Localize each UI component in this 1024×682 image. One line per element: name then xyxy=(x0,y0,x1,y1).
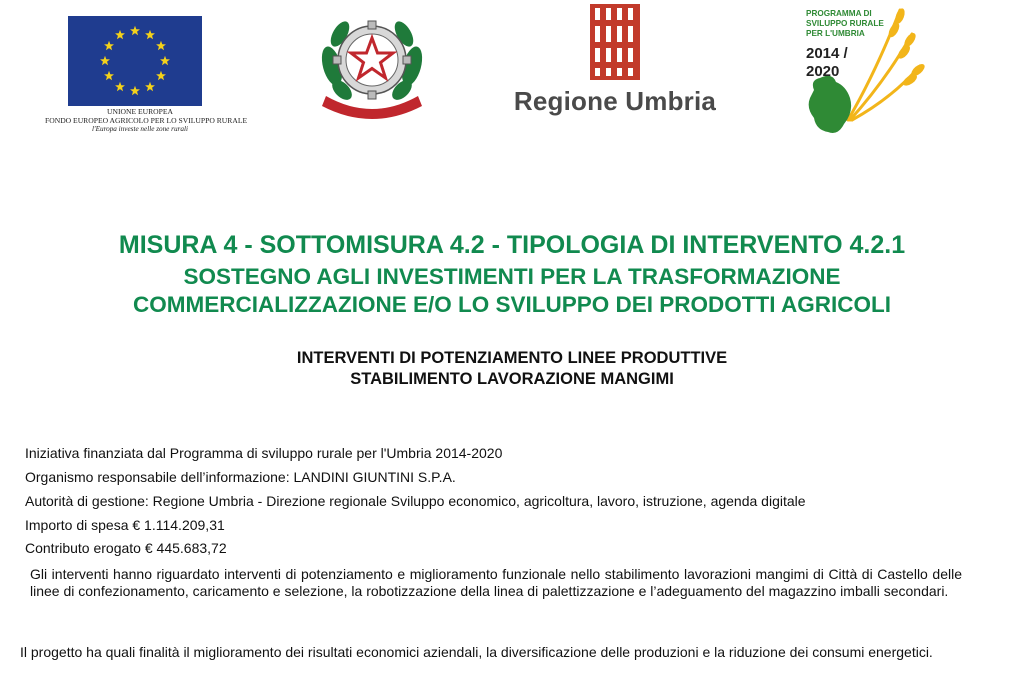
umbria-wordmark: Regione Umbria xyxy=(513,86,717,116)
eu-flag-icon xyxy=(68,16,202,106)
repubblica-italiana-emblem xyxy=(318,4,426,120)
info-iniziativa: Iniziativa finanziata dal Programma di sviluppo rurale per l'Umbria 2014-2020 xyxy=(25,445,503,461)
eu-caption-line2: FONDO EUROPEO AGRICOLO PER LO SVILUPPO RURALE xyxy=(45,116,248,125)
title-sostegno: SOSTEGNO AGLI INVESTIMENTI PER LA TRASFORMAZIONE xyxy=(183,264,841,289)
subtitle-interventi: INTERVENTI DI POTENZIAMENTO LINEE PRODUTTIVE xyxy=(296,349,728,367)
eu-caption-line1: UNIONE EUROPEA xyxy=(106,107,174,116)
psr-line3: PER L'UMBRIA xyxy=(806,29,865,38)
italian-emblem-icon xyxy=(318,4,426,120)
info-importo: Importo di spesa € 1.114.209,31 xyxy=(25,517,225,533)
title-commercializzazione: COMMERCIALIZZAZIONE E/O LO SVILUPPO DEI PRODOTTI AGRICOLI xyxy=(133,292,891,317)
psr-line1: PROGRAMMA DI xyxy=(806,9,872,18)
eu-caption-line3: l'Europa investe nelle zone rurali xyxy=(92,125,188,133)
eu-logo xyxy=(45,14,248,139)
psr-line2: SVILUPPO RURALE xyxy=(806,19,884,28)
info-organismo: Organismo responsabile dell’informazione: LANDINI GIUNTINI S.P.A. xyxy=(25,469,456,485)
info-contributo: Contributo erogato € 445.683,72 xyxy=(25,540,227,556)
psr-year-end: 2020 xyxy=(806,63,840,80)
regione-umbria-logo xyxy=(510,2,720,120)
paragraph-interventi: Gli interventi hanno riguardato interventi di potenziamento e miglioramento funzionale nello stabilimento lavorazioni mangimi di Città di Castello delle linee di confezionamento, caricamento e selezione, la robotizzazione della linea di palettizzazione e l’adeguamento del magazzino imballi secondari. xyxy=(30,566,962,599)
paragraph-finalita: Il progetto ha quali finalità il miglioramento dei risultati economici aziendali, la diversificazione delle produzioni e la riduzione dei consumi energetici. xyxy=(20,644,933,660)
title-misura: MISURA 4 - SOTTOMISURA 4.2 - TIPOLOGIA DI INTERVENTO 4.2.1 xyxy=(118,231,906,259)
subtitle-stabilimento: STABILIMENTO LAVORAZIONE MANGIMI xyxy=(350,370,674,388)
umbria-columns-icon xyxy=(510,2,720,82)
psr-year-start: 2014 / xyxy=(806,45,848,62)
info-autorita: Autorità di gestione: Regione Umbria - Direzione regionale Sviluppo economico, agricoltura, lavoro, istruzione, agenda digitale xyxy=(25,493,806,509)
psr-umbria-logo xyxy=(788,2,938,142)
